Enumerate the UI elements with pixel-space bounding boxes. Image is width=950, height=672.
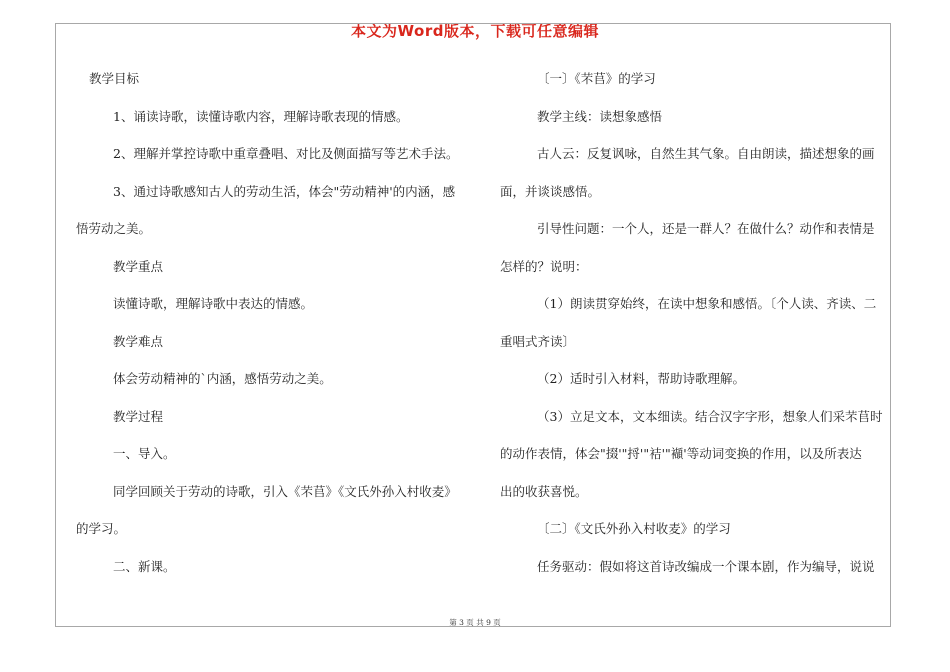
right-column [500,60,886,585]
paragraph-line: 教学目标 [89,71,140,86]
paragraph-line: 同学回顾关于劳动的诗歌，引入《芣苢》《文氏外孙入村收麦》 [113,483,457,499]
paragraph-line: 面，并谈谈感悟。 [500,183,601,199]
paragraph-line: 3、通过诗歌感知古人的劳动生活，体会"劳动精神'的内涵，感 [113,183,456,199]
paragraph-line: 体会劳动精神的`内涵，感悟劳动之美。 [113,371,332,386]
paragraph-line: 一、导入。 [113,446,176,461]
paragraph-line: 2、理解并掌控诗歌中重章叠唱、对比及侧面描写等艺术手法。 [113,146,459,161]
paragraph-line: 教学重点 [113,258,164,274]
paragraph-line: 教学难点 [113,333,164,349]
paragraph-line: 教学主线：读想象感悟 [537,108,663,124]
paragraph-line: 的学习。 [76,521,127,536]
paragraph-line: （2）适时引入材料，帮助诗歌理解。 [537,371,745,386]
paragraph-line: 悟劳动之美。 [76,221,152,236]
paragraph-line: （3）立足文本，文本细读。结合汉字字形，想象人们采芣苢时 [537,408,883,424]
paragraph-line: 的动作表情，体会"掇'"捋'"袺'"襭'等动词变换的作用，以及所表达 [500,446,862,461]
paragraph-line: 二、新课。 [113,558,176,574]
download-banner: 本文为Word版本，下载可任意编辑 [351,22,599,40]
paragraph-line: 重唱式齐读〕 [500,333,576,349]
paragraph-line: 引导性问题：一个人，还是一群人？在做什么？动作和表情是 [537,221,875,236]
paragraph-line: （1）朗读贯穿始终，在读中想象和感悟。〔个人读、齐读、二 [537,296,877,311]
paragraph-line: 读懂诗歌，理解诗歌中表达的情感。 [113,296,314,311]
paragraph-line: 任务驱动：假如将这首诗改编成一个课本剧，作为编导，说说 [537,558,875,574]
left-column [76,60,476,585]
paragraph-line: 1、诵读诗歌，读懂诗歌内容，理解诗歌表现的情感。 [113,108,409,124]
paragraph-line: 〔一〕《芣苢》的学习 [537,71,656,86]
paragraph-line: 怎样的？说明： [500,258,588,274]
paragraph-line: 出的收获喜悦。 [500,483,588,499]
paragraph-line: 教学过程 [113,408,164,424]
page-number: 第 3 页 共 9 页 [449,618,501,627]
paragraph-line: 〔二〕《文氏外孙入村收麦》的学习 [537,521,731,536]
paragraph-line: 古人云：反复讽咏，自然生其气象。自由朗读，描述想象的画 [537,146,875,161]
